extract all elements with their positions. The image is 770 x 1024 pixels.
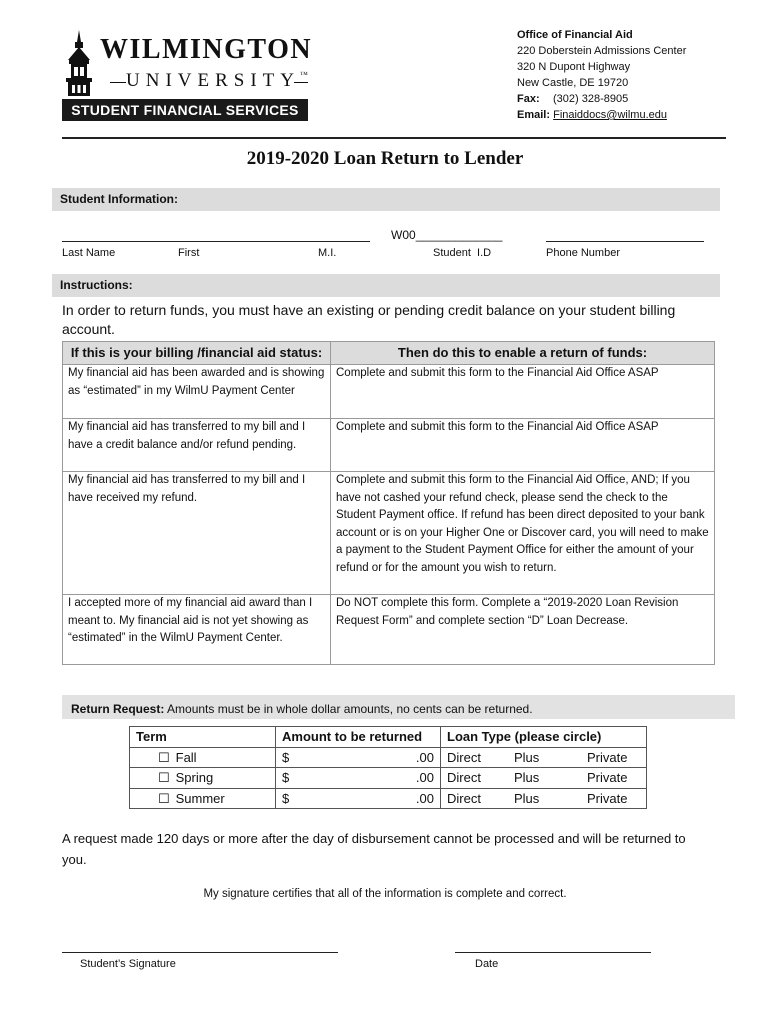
spring-checkbox[interactable]: ☐ — [158, 770, 170, 785]
student-signature-field[interactable] — [62, 952, 338, 953]
loan-type-options[interactable]: Direct Plus Private — [441, 788, 647, 809]
student-info-header: Student Information: — [52, 188, 720, 211]
name-field[interactable] — [62, 241, 370, 242]
table-row — [130, 788, 647, 809]
disbursement-notice: A request made 120 days or more after the day of disbursement cannot be processed and will be returned to you. — [62, 831, 686, 867]
amount-field[interactable]: $ .00 — [276, 747, 441, 768]
table-row — [63, 419, 715, 472]
office-address1: 220 Doberstein Admissions Center — [517, 45, 687, 57]
action-column-header: Then do this to enable a return of funds: — [331, 342, 715, 365]
date-field[interactable] — [455, 952, 651, 953]
status-cell: My financial aid has transferred to my bill and I have a credit balance and/or refund pending. — [63, 419, 331, 472]
status-cell: My financial aid has transferred to my bill and I have received my refund. — [63, 472, 331, 595]
loan-type-column-header: Loan Type (please circle) — [441, 727, 647, 748]
term-cell — [130, 768, 276, 789]
status-cell: My financial aid has been awarded and is showing as “estimated” in my WilmU Payment Center — [63, 365, 331, 419]
logo-name-line1: WILMINGTON — [100, 34, 313, 65]
student-signature-label: Student’s Signature — [80, 958, 176, 970]
office-address — [517, 27, 686, 123]
instructions-intro: In order to return funds, you must have an existing or pending credit balance on your student billing account. — [62, 302, 676, 337]
loan-type-options[interactable]: Direct Plus Private — [441, 747, 647, 768]
fall-checkbox[interactable]: ☐ — [158, 749, 170, 765]
phone-label: Phone Number — [546, 247, 620, 259]
certification-statement: My signature certifies that all of the information is complete and correct. — [203, 888, 567, 900]
phone-field[interactable] — [546, 241, 704, 242]
action-cell: Complete and submit this form to the Financial Aid Office, AND; If you have not cashed your refund check, please send the check to the Student Payment office. If refund has been direct deposited to your bank account or is on your Higher One or Discover card, you will need to make a payment to the Student Payment Office for either the amount of your refund or for the amount you wish to return. — [331, 472, 715, 595]
return-request-table — [129, 726, 647, 809]
table-row — [130, 768, 647, 789]
term-cell — [130, 747, 276, 768]
student-id-label: Student I.D — [433, 247, 492, 259]
action-cell: Complete and submit this form to the Financial Aid Office ASAP — [331, 365, 715, 419]
page-title: 2019-2020 Loan Return to Lender — [246, 148, 524, 169]
return-request-note: Amounts must be in whole dollar amounts, no cents can be returned. — [167, 702, 533, 716]
student-id-field[interactable]: W00_____________ — [391, 228, 503, 242]
term-label: Spring — [175, 770, 214, 785]
term-label: Fall — [175, 749, 197, 765]
action-cell: Do NOT complete this form. Complete a “2019-2020 Loan Revision Request Form” and complete section “D” Loan Decrease. — [331, 595, 715, 665]
department-banner: STUDENT FINANCIAL SERVICES — [62, 99, 308, 121]
status-column-header: If this is your billing /financial aid status: — [63, 342, 331, 365]
status-cell: I accepted more of my financial aid award than I meant to. My financial aid is not yet showing as “estimated” in the WilmU Payment Center. — [63, 595, 331, 665]
term-column-header: Term — [130, 727, 276, 748]
table-row — [63, 365, 715, 419]
table-row — [63, 472, 715, 595]
return-request-label: Return Request: — [71, 702, 165, 716]
table-row — [130, 747, 647, 768]
date-label: Date — [475, 958, 499, 970]
office-email: Email: Finaiddocs@wilmu.edu — [517, 109, 667, 121]
tower-icon — [62, 30, 96, 96]
email-link[interactable]: Finaiddocs@wilmu.edu — [553, 109, 667, 121]
office-name: Office of Financial Aid — [517, 29, 633, 41]
first-name-label: First — [178, 247, 200, 259]
office-city: New Castle, DE 19720 — [517, 77, 629, 89]
office-address2: 320 N Dupont Highway — [517, 61, 631, 73]
amount-field[interactable]: $ .00 — [276, 788, 441, 809]
logo-rule-left — [110, 82, 126, 83]
mi-label: M.I. — [318, 247, 337, 259]
header-divider — [62, 137, 726, 139]
logo-name-line2: UNIVERSITY™ — [126, 70, 308, 91]
instructions-header: Instructions: — [52, 274, 720, 297]
term-cell — [130, 788, 276, 809]
university-logo — [62, 30, 312, 122]
table-row — [63, 595, 715, 665]
loan-type-options[interactable]: Direct Plus Private — [441, 768, 647, 789]
term-label: Summer — [175, 790, 225, 806]
instructions-table — [62, 341, 715, 665]
amount-column-header: Amount to be returned — [276, 727, 441, 748]
return-request-header — [62, 695, 735, 719]
amount-field[interactable]: $ .00 — [276, 768, 441, 789]
logo-rule-right — [294, 82, 308, 83]
last-name-label: Last Name — [62, 247, 116, 259]
summer-checkbox[interactable]: ☐ — [158, 790, 170, 806]
action-cell: Complete and submit this form to the Financial Aid Office ASAP — [331, 419, 715, 472]
office-fax: Fax: (302) 328-8905 — [517, 93, 629, 105]
